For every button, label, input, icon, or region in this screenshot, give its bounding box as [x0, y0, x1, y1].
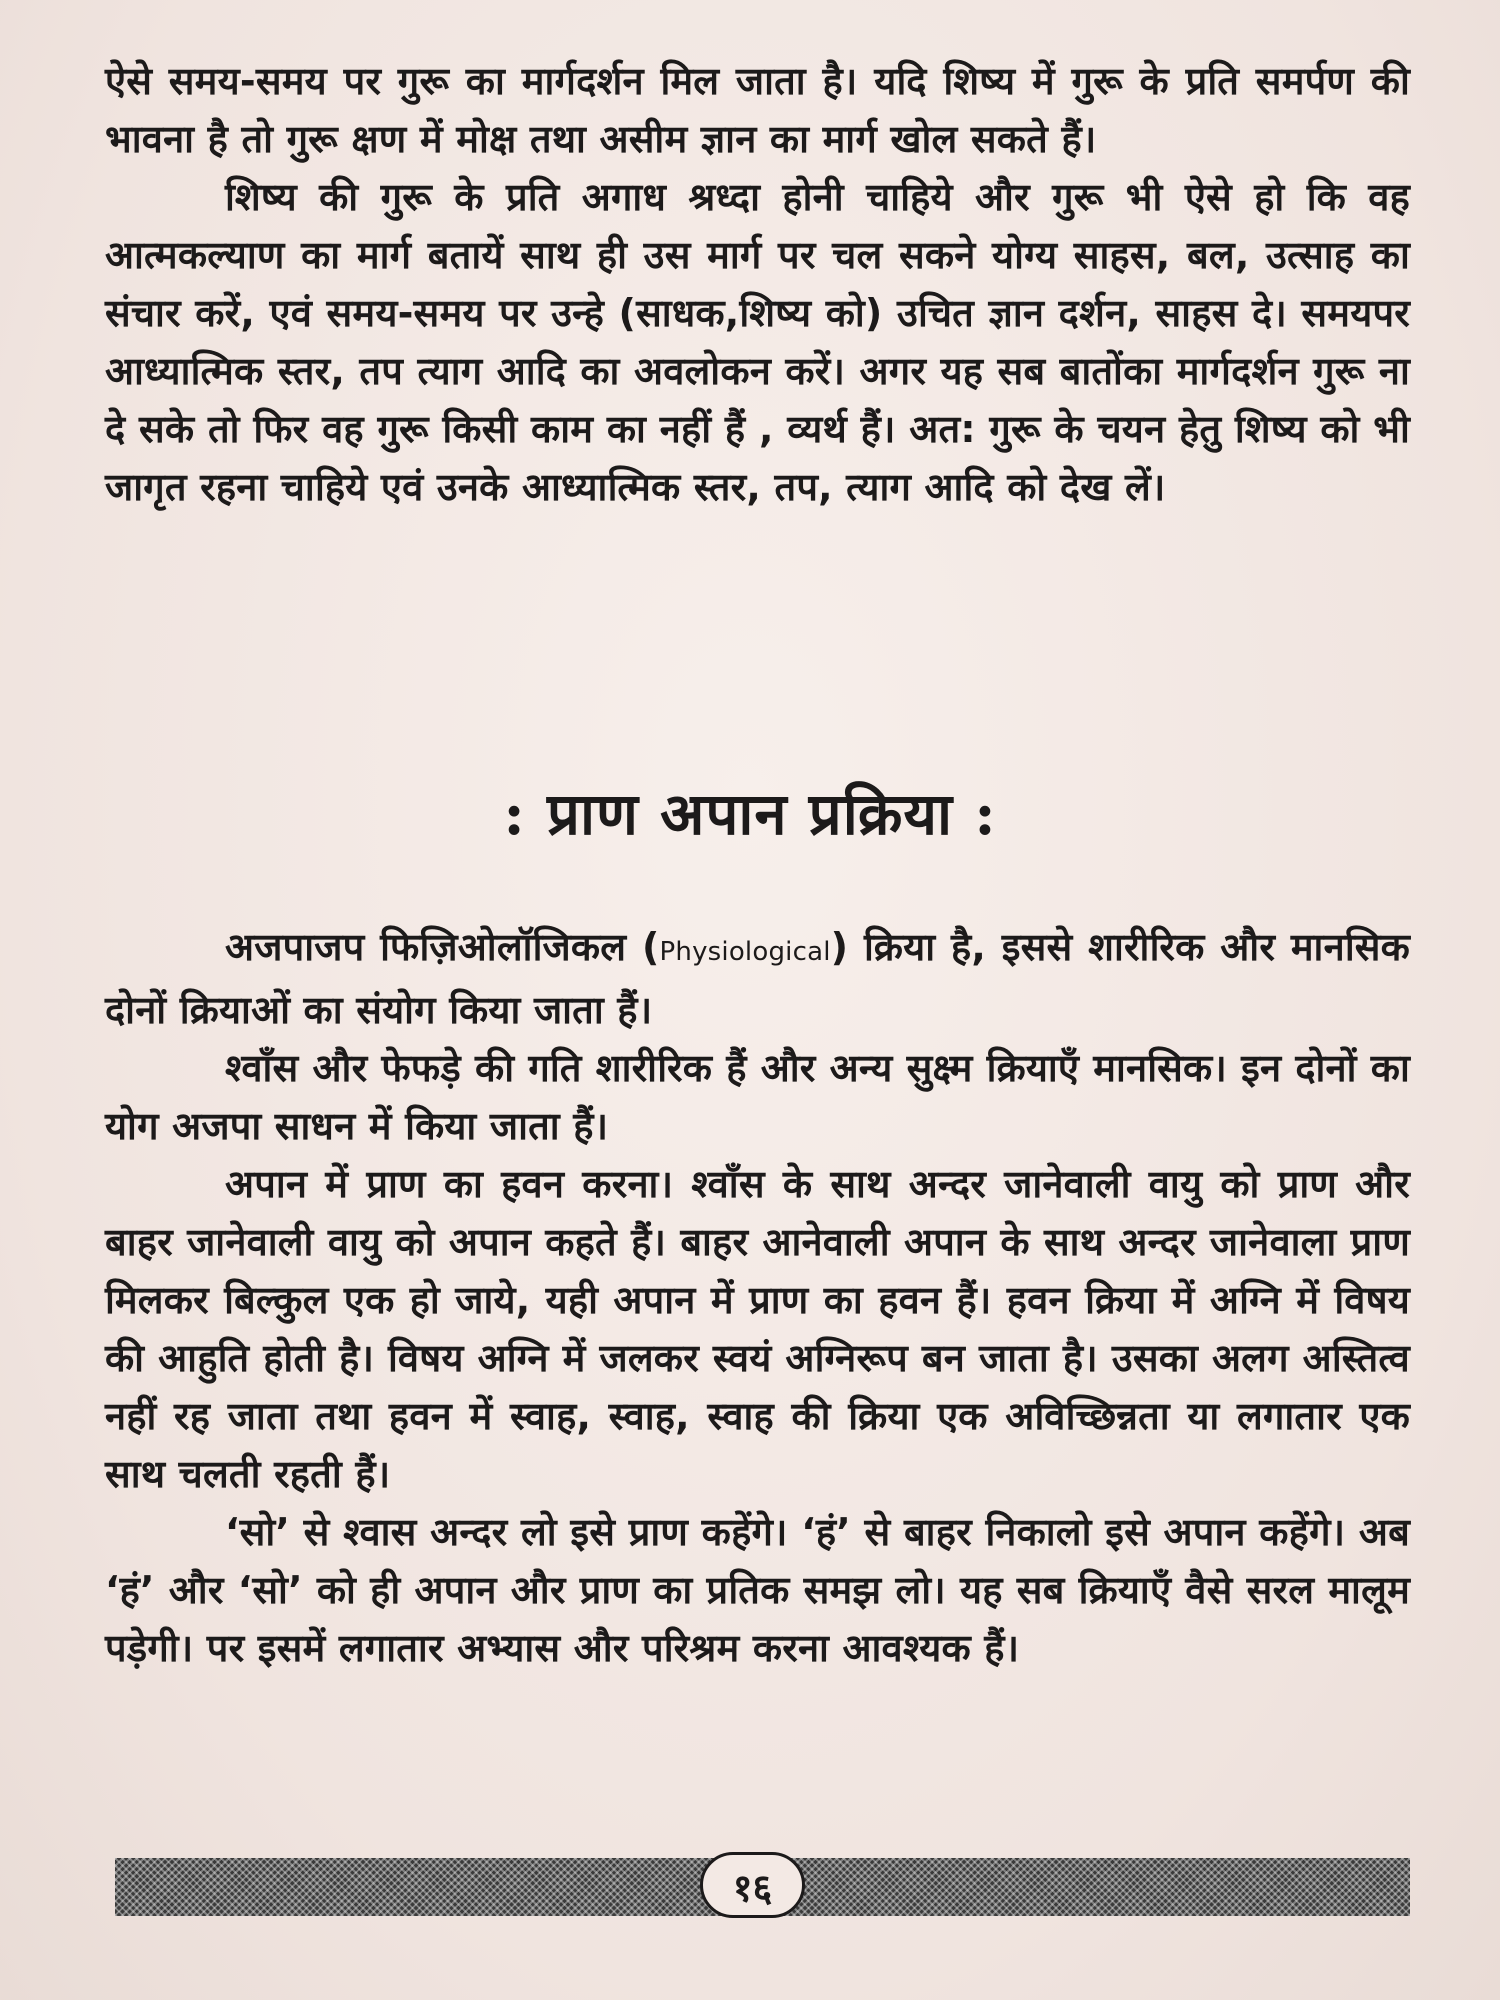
text-block-top — [105, 52, 1410, 516]
paragraph-disciple-devotion: शिष्य की गुरू के प्रति अगाध श्रध्दा होनी चाहिये और गुरू भी ऐसे हो कि वह आत्मकल्याण का मार्ग बतायें साथ ही उस मार्ग पर चल सकने योग्य साहस, बल, उत्साह का संचार करें, एवं समय-समय पर उन्हे (साधक,शिष्य को) उचित ज्ञान दर्शन, साहस दे। समयपर आध्यात्मिक स्तर, तप त्याग आदि का अवलोकन करें। अगर यह सब बातोंका मार्गदर्शन गुरू ना दे सके तो फिर वह गुरू किसी काम का नहीं हैं , व्यर्थ हैं। अत: गुरू के चयन हेतु शिष्य को भी जागृत रहना चाहिये एवं उनके आध्यात्मिक स्तर, तप, त्याग आदि को देख लें। — [105, 175, 1410, 509]
paragraph-so-ham: ‘सो’ से श्वास अन्दर लो इसे प्राण कहेंगे। ‘हं’ से बाहर निकालो इसे अपान कहेंगे। अब ‘हं’ और ‘सो’ को ही अपान और प्राण का प्रतिक समझ लो। यह सब क्रियाएँ वैसे सरल मालूम पड़ेगी। पर इसमें लगातार अभ्यास और परिश्रम करना आवश्यक हैं। — [105, 1510, 1410, 1670]
page-number: १६ — [700, 1852, 805, 1918]
section-heading: : प्राण अपान प्रक्रिया : — [503, 780, 997, 848]
paragraph-ajapajap-after: ) क्रिया है, इससे शारीरिक और मानसिक दोनों क्रियाओं का संयोग किया जाता हैं। — [105, 925, 1410, 1032]
paragraph-ajapajap — [105, 918, 1410, 1039]
paragraph-ajapajap-before: अजपाजप फिज़िओलॉजिकल ( — [225, 925, 660, 969]
paragraph-breath-lungs: श्वाँस और फेफड़े की गति शारीरिक हैं और अन्य सुक्ष्म क्रियाएँ मानसिक। इन दोनों का योग अजपा साधन में किया जाता हैं। — [105, 1046, 1410, 1148]
paragraph-apan-pran-havan: अपान में प्राण का हवन करना। श्वाँस के साथ अन्दर जानेवाली वायु को प्राण और बाहर जानेवाली वायु को अपान कहते हैं। बाहर आनेवाली अपान के साथ अन्दर जानेवाला प्राण मिलकर बिल्कुल एक हो जाये, यही अपान में प्राण का हवन हैं। हवन क्रिया में अग्नि में विषय की आहुति होती है। विषय अग्नि में जलकर स्वयं अग्निरूप बन जाता है। उसका अलग अस्तित्व नहीं रह जाता तथा हवन में स्वाह, स्वाह, स्वाह की क्रिया एक अविच्छिन्नता या लगातार एक साथ चलती रहती हैं। — [105, 1162, 1410, 1496]
paragraph-guru-guidance: ऐसे समय-समय पर गुरू का मार्गदर्शन मिल जाता है। यदि शिष्य में गुरू के प्रति समर्पण की भावना है तो गुरू क्षण में मोक्ष तथा असीम ज्ञान का मार्ग खोल सकते हैं। — [105, 59, 1410, 161]
text-block-bottom — [105, 918, 1410, 1677]
english-term: Physiological — [659, 937, 831, 967]
